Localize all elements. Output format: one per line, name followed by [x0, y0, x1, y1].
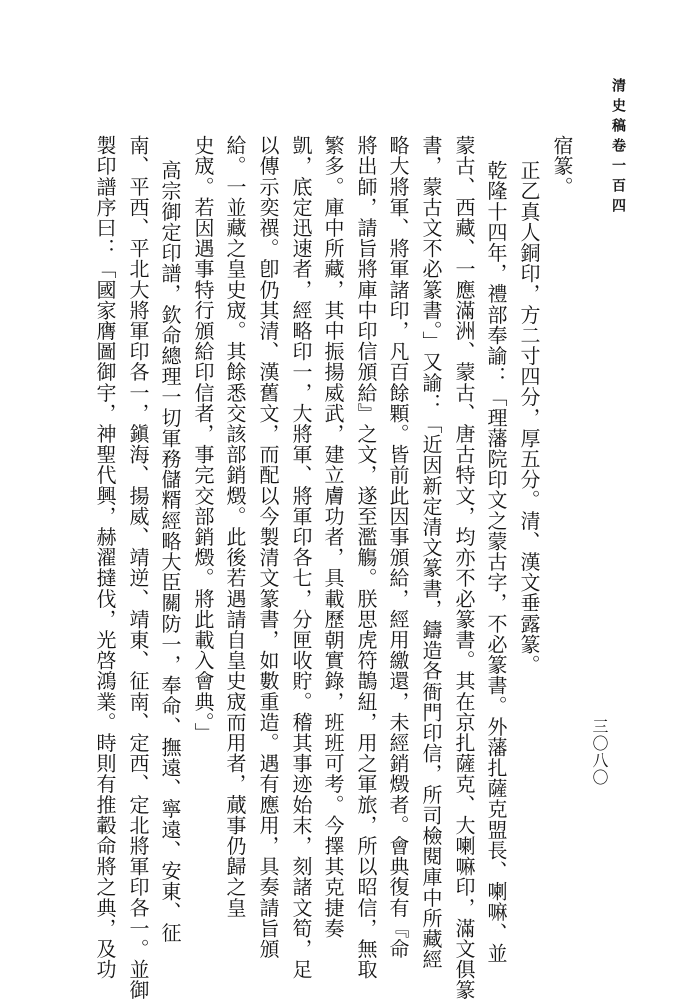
text-column-12: 史宬。若因遇事特行頒給印信者，事完交部銷燬。將此載入會典。」: [191, 135, 215, 743]
text-column-10: 以傳示奕禩。卽仍其清、漢舊文，而配以今製清文篆書，如數重造。遇有應用，具奏請旨頒: [256, 135, 280, 959]
text-column-9: 凱，底定迅速者，經略印一，大將軍、將軍印各七，分匣收貯。稽其事迹始末，刻諸文筍，足: [289, 135, 313, 980]
text-column-11: 給。一並藏之皇史宬。其餘悉交該部銷燬。此後若遇請自皇史宬而用者，蕆事仍歸之皇: [223, 135, 247, 918]
text-column-3: 乾隆十四年，禮部奉諭：「理藩院印文之蒙古字，不必篆書。外藩扎薩克盟長、喇嘛、並: [484, 160, 508, 964]
page-number: 三〇八〇: [590, 718, 609, 786]
text-column-13: 高宗御定印譜，欽命總理一切軍務儲糈經略大臣關防一，奉命、撫遠、寧遠、安東、征: [158, 160, 182, 943]
text-column-1: 宿篆。: [550, 135, 574, 197]
text-column-4: 蒙古、西藏、一應滿洲、蒙古、唐古特文，均亦不必篆書。其在京扎薩克、大喇嘛印，滿文俱篆: [452, 135, 476, 1000]
text-column-14: 南、平西、平北大將軍印各一，鎭海、揚威、靖逆、靖東、征南、定西、定北將軍印各一。並御: [126, 135, 150, 1000]
running-header-title: 清史稿卷一百四: [610, 78, 626, 218]
text-column-8: 繁多。庫中所藏，其中振揚威武，建立膚功者，具載歷朝實錄，班班可考。今擇其克捷奏: [321, 135, 345, 939]
text-column-6: 略大將軍、將軍諸印，凡百餘顆。皆前此因事頒給，經用繳還，未經銷燬者。會典復有『命: [386, 135, 410, 959]
text-column-15: 製印譜序曰：「國家膺圖御宇，神聖代興，赫濯撻伐，光啓鴻業。時則有推轂命將之典，及功: [93, 135, 117, 980]
text-column-5: 書，蒙古文不必篆書。」又諭：「近因新定清文篆書，鑄造各衙門印信，所司檢閱庫中所藏經: [419, 135, 443, 970]
text-column-2: 正乙真人銅印，方二寸四分，厚五分。清、漢文垂露篆。: [517, 160, 541, 675]
text-column-7: 將出師，請旨將庫中印信頒給』之文，遂至濫觴。朕思虎符鵲紐，用之軍旅，所以昭信，無取: [354, 135, 378, 980]
